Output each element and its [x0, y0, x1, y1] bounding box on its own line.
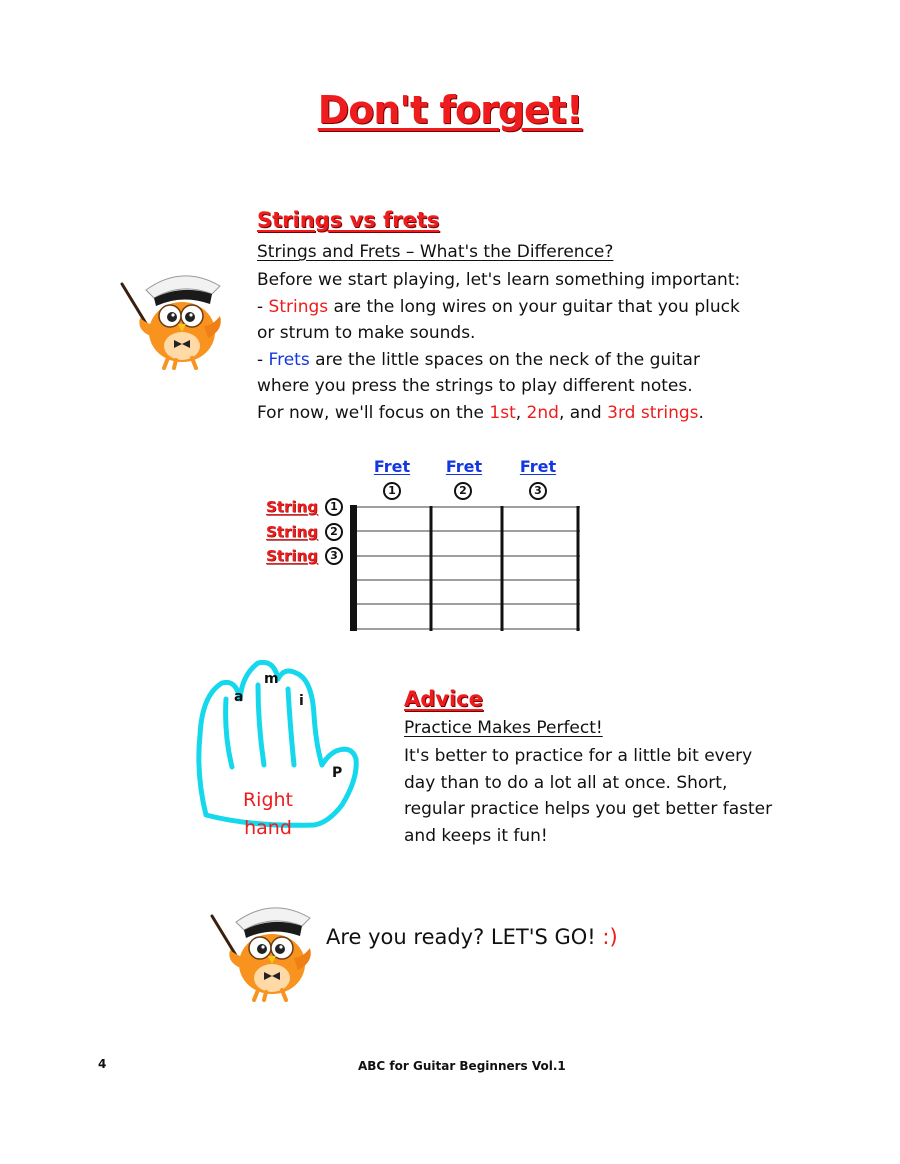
- strings-section-body: [257, 267, 817, 426]
- advice-line-1: It's better to practice for a little bit every: [404, 746, 753, 766]
- intro-line: Before we start playing, let's learn something important:: [257, 270, 741, 290]
- smiley: :): [602, 925, 618, 949]
- finger-label-p: P: [332, 765, 343, 781]
- finger-label-m: m: [264, 671, 279, 687]
- finger-label-i: i: [299, 693, 304, 709]
- advice-line-2: day than to do a lot all at once. Short,: [404, 772, 728, 793]
- advice-heading: Advice: [404, 687, 483, 711]
- strings-line-2: or strum to make sounds.: [257, 323, 476, 343]
- focus-2nd: 2nd: [526, 402, 559, 423]
- string-label-2: String: [266, 523, 318, 541]
- book-title: ABC for Guitar Beginners Vol.1: [358, 1059, 566, 1073]
- owl-teacher-icon: [116, 260, 228, 370]
- advice-body: [404, 743, 824, 849]
- strings-section-heading: Strings vs frets: [257, 208, 440, 232]
- frets-term: Frets: [268, 349, 310, 370]
- fret-label-2: Fret: [445, 457, 483, 476]
- page-title: Don't forget!: [317, 88, 583, 132]
- closing-text: Are you ready? LET'S GO!: [326, 925, 603, 949]
- page-number: 4: [98, 1057, 107, 1071]
- string-number-2: 2: [325, 523, 343, 541]
- focus-3rd: 3rd strings: [607, 402, 699, 423]
- fret-label-3: Fret: [519, 457, 557, 476]
- focus-line: For now, we'll focus on the 1st, 2nd, and 3rd strings.: [257, 402, 704, 423]
- string-number-3: 3: [325, 547, 343, 565]
- frets-line-1: - Frets are the little spaces on the neck of the guitar: [257, 349, 700, 370]
- hand-label-line1: Right: [242, 789, 294, 811]
- strings-term: Strings: [268, 296, 329, 317]
- closing-line: [326, 925, 618, 949]
- advice-line-3: regular practice helps you get better faster: [404, 799, 773, 819]
- advice-subheading: Practice Makes Perfect!: [404, 718, 603, 738]
- frets-line-2: where you press the strings to play different notes.: [257, 376, 693, 396]
- fretboard-grid: [348, 504, 584, 634]
- fret-number-2: 2: [454, 482, 472, 500]
- finger-label-a: a: [234, 689, 244, 705]
- fret-number-3: 3: [529, 482, 547, 500]
- advice-line-4: and keeps it fun!: [404, 825, 548, 846]
- string-label-1: String: [266, 498, 318, 516]
- owl-teacher-icon: [206, 892, 318, 1002]
- hand-label-line2: hand: [244, 817, 292, 839]
- fret-number-1: 1: [383, 482, 401, 500]
- nut: [350, 505, 357, 631]
- strings-line-1: - Strings are the long wires on your guitar that you pluck: [257, 296, 740, 317]
- fret-label-1: Fret: [373, 457, 411, 476]
- strings-section-subheading: Strings and Frets – What's the Difference?: [257, 242, 614, 262]
- string-number-1: 1: [325, 498, 343, 516]
- string-label-3: String: [266, 547, 318, 565]
- focus-1st: 1st: [489, 402, 516, 423]
